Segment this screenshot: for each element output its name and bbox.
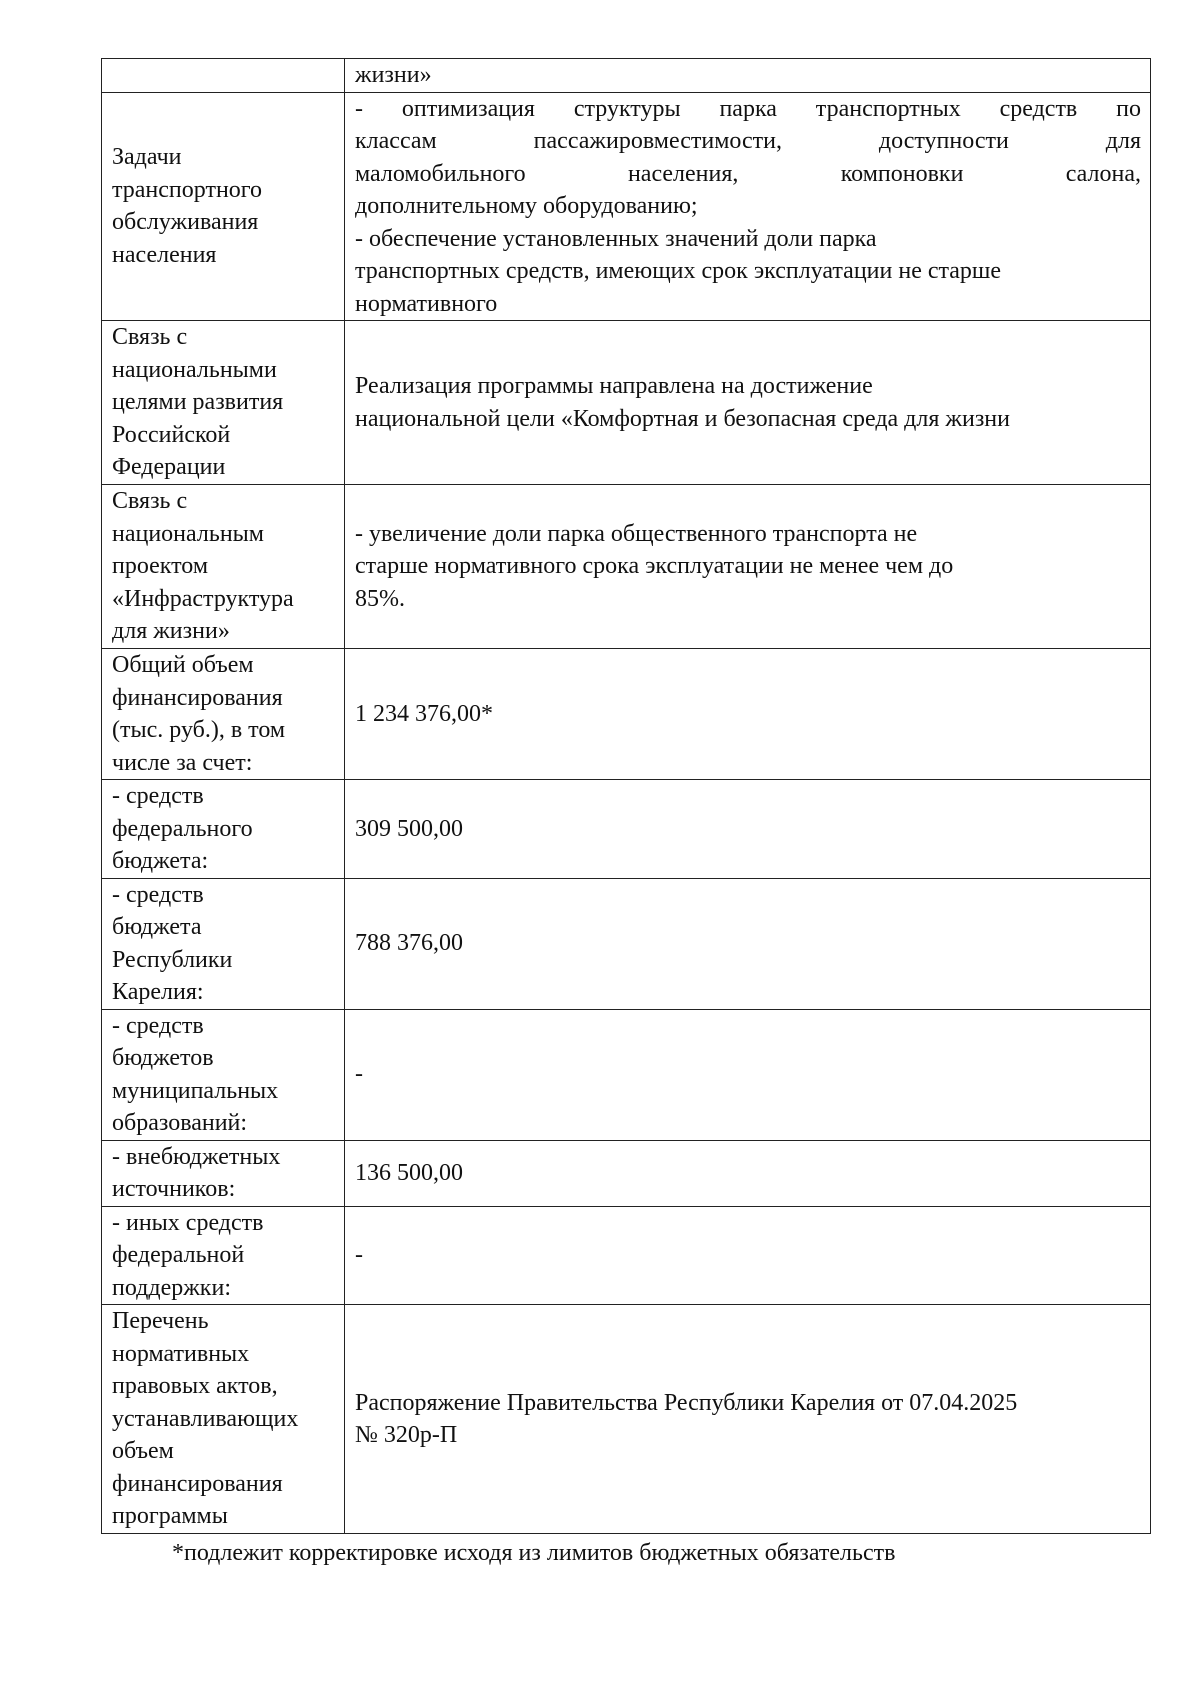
row-label-total-financing: Общий объем финансирования (тыс. руб.), в том числе за счет: xyxy=(102,649,345,780)
table-row xyxy=(102,1305,1151,1534)
table-row xyxy=(102,321,1151,485)
row-label-national-project: Связь с национальным проектом «Инфраструктура для жизни» xyxy=(102,485,345,649)
row-label-tasks: Задачи транспортного обслуживания населения xyxy=(102,92,345,321)
table-row xyxy=(102,878,1151,1009)
row-value-other-federal-support: - xyxy=(345,1206,1151,1305)
row-value-total-financing: 1 234 376,00* xyxy=(345,649,1151,780)
table-row xyxy=(102,1206,1151,1305)
row-value-national-goals: Реализация программы направлена на достижение национальной цели «Комфортная и безопасная среда для жизни xyxy=(345,321,1151,485)
row-value-national-project: - увеличение доли парка общественного транспорта не старше нормативного срока эксплуатации не менее чем до 85%. xyxy=(345,485,1151,649)
passport-table xyxy=(101,58,1151,1534)
row-label-extra-budgetary: - внебюджетных источников: xyxy=(102,1140,345,1206)
table-row xyxy=(102,649,1151,780)
table-row xyxy=(102,59,1151,93)
row-label-republic-budget: - средств бюджета Республики Карелия: xyxy=(102,878,345,1009)
table-row xyxy=(102,485,1151,649)
row-label-national-goals: Связь с национальными целями развития Российской Федерации xyxy=(102,321,345,485)
row-value-federal-budget: 309 500,00 xyxy=(345,780,1151,879)
row-value-legal-acts: Распоряжение Правительства Республики Карелия от 07.04.2025 № 320р-П xyxy=(345,1305,1151,1534)
table-row xyxy=(102,92,1151,321)
row-value: жизни» xyxy=(345,59,1151,93)
footnote: *подлежит корректировке исходя из лимитов бюджетных обязательств xyxy=(172,1540,896,1566)
row-value-municipal-budgets: - xyxy=(345,1009,1151,1140)
row-label-municipal-budgets: - средств бюджетов муниципальных образований: xyxy=(102,1009,345,1140)
row-value-tasks: - оптимизация структуры парка транспортных средств по классам пассажировместимости, доступности для маломобильного населения, компоновки салона, дополнительному оборудованию; - обеспечение установленных значений доли парка транспортных средств, имеющих срок эксплуатации не старше нормативного xyxy=(345,92,1151,321)
table-row xyxy=(102,1009,1151,1140)
row-label-other-federal-support: - иных средств федеральной поддержки: xyxy=(102,1206,345,1305)
table-row xyxy=(102,780,1151,879)
row-label-legal-acts: Перечень нормативных правовых актов, устанавливающих объем финансирования программы xyxy=(102,1305,345,1534)
row-label-federal-budget: - средств федерального бюджета: xyxy=(102,780,345,879)
row-value-republic-budget: 788 376,00 xyxy=(345,878,1151,1009)
table-row xyxy=(102,1140,1151,1206)
row-label xyxy=(102,59,345,93)
row-value-extra-budgetary: 136 500,00 xyxy=(345,1140,1151,1206)
